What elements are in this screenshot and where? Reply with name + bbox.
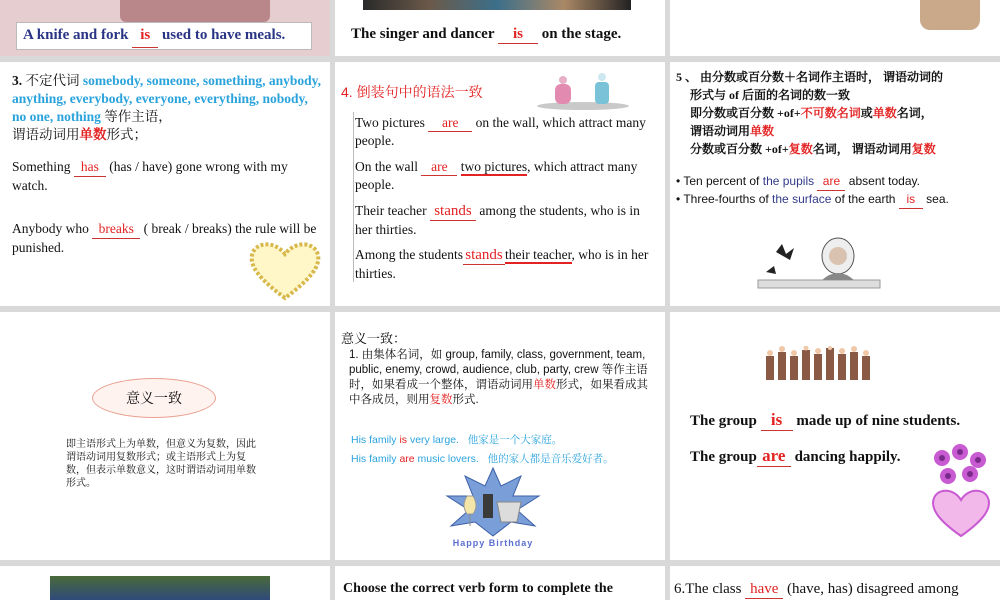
slide-thumb-bottom-1[interactable]	[0, 566, 330, 600]
question-6: 6.The class have (have, has) disagreed among	[674, 581, 959, 597]
instruction: Choose the correct verb form to complete the	[343, 581, 613, 596]
example-4: Among the students stands their teacher, who is in her thirties.	[355, 247, 649, 281]
banner: Happy Birthday	[452, 538, 534, 548]
girl-portrait-icon	[756, 232, 882, 292]
answer-blank: is	[498, 26, 538, 44]
slide-thumb-collective-nouns[interactable]	[335, 312, 665, 560]
meal-picture	[120, 0, 270, 22]
flower-heart-icon	[926, 444, 996, 540]
slide-title: 4. 倒装句中的语法一致	[341, 84, 483, 100]
sentence-start: The singer and dancer	[351, 26, 495, 42]
slide-thumb-top-2[interactable]	[335, 0, 665, 56]
heart-icon	[248, 238, 322, 302]
example-2: His family are music lovers. 他的家人都是音乐爱好者。	[351, 453, 614, 465]
rule-text: 1. 由集体名词，如 group, family, class, government, team, public, enemy, crowd, audience, club, party, crew 等作主语时，如果看成一个整体，谓语动词用单数形式，如果看成其中各成员，则用复数形式.	[349, 349, 648, 406]
heading: 意义一致：	[341, 331, 407, 346]
slide-thumb-indefinite-pronouns[interactable]	[0, 62, 330, 306]
sentence	[351, 26, 621, 44]
bullet-1: • Ten percent of the pupils are absent today.	[676, 172, 994, 191]
example-2: On the wall are two pictures, which attract many people.	[355, 159, 638, 192]
sentence-start: A knife and fork	[23, 27, 129, 43]
bullet-2: • Three-fourths of the surface of the earth is sea.	[676, 190, 994, 209]
gift-picture	[920, 0, 980, 30]
example-1: The group is made up of nine students.	[690, 410, 961, 429]
slide-thumb-fractions[interactable]	[670, 62, 1000, 306]
example-1: Something has (has / have) gone wrong with my watch.	[12, 159, 288, 193]
perfume-bottles-icon	[535, 68, 631, 110]
students-group-icon	[762, 346, 892, 386]
note-text: 即主语形式上为单数，但意义为复数，因此谓语动词用复数形式；或主语形式上为复数，但表示单数意义，这时谓语动词用单数形式。	[66, 439, 256, 489]
slide-thumb-group-examples[interactable]	[670, 312, 1000, 560]
slide-title: 3. 不定代词 somebody, someone, something, anybody, anything, everybody, everyone, everything, nobody, no one, nothing 等作主语， 谓语动词用单数形式；	[12, 73, 322, 142]
stage-picture	[363, 0, 631, 10]
slide-thumb-top-3[interactable]	[670, 0, 1000, 56]
slide-thumb-bottom-3[interactable]	[670, 566, 1000, 600]
divider	[353, 112, 354, 282]
rule-text: 5 、 由分数或百分数＋名词作主语时， 谓语动词的 形式与 of 后面的名词的数一致 即分数或百分数 +of+不可数名词或单数名词， 谓语动词用单数 分数或百分数 +of+复数名词， 谓语动词用复数	[676, 70, 944, 156]
crowd-picture	[50, 576, 270, 600]
answer-blank: is	[132, 23, 158, 48]
sentence-end: used to have meals.	[161, 27, 286, 43]
slide-thumb-inversion[interactable]	[335, 62, 665, 306]
example-1: His family is very large. 他家是一个大家庭。	[351, 434, 563, 446]
example-1: Two pictures are on the wall, which attract many people.	[355, 115, 646, 148]
example-3: Their teacher stands among the students, who is in her thirties.	[355, 203, 640, 237]
slide-thumb-bottom-2[interactable]	[335, 566, 665, 600]
example-2: The group are dancing happily.	[690, 446, 901, 465]
slide-thumb-notional-agreement[interactable]	[0, 312, 330, 560]
example-2: Anybody who breaks ( break / breaks) the rule will be punished.	[12, 221, 317, 255]
sentence-box	[16, 22, 312, 50]
slide-thumb-top-1[interactable]	[0, 0, 330, 56]
sentence-end: on the stage.	[541, 26, 622, 42]
title-bubble: 意义一致	[92, 378, 216, 418]
